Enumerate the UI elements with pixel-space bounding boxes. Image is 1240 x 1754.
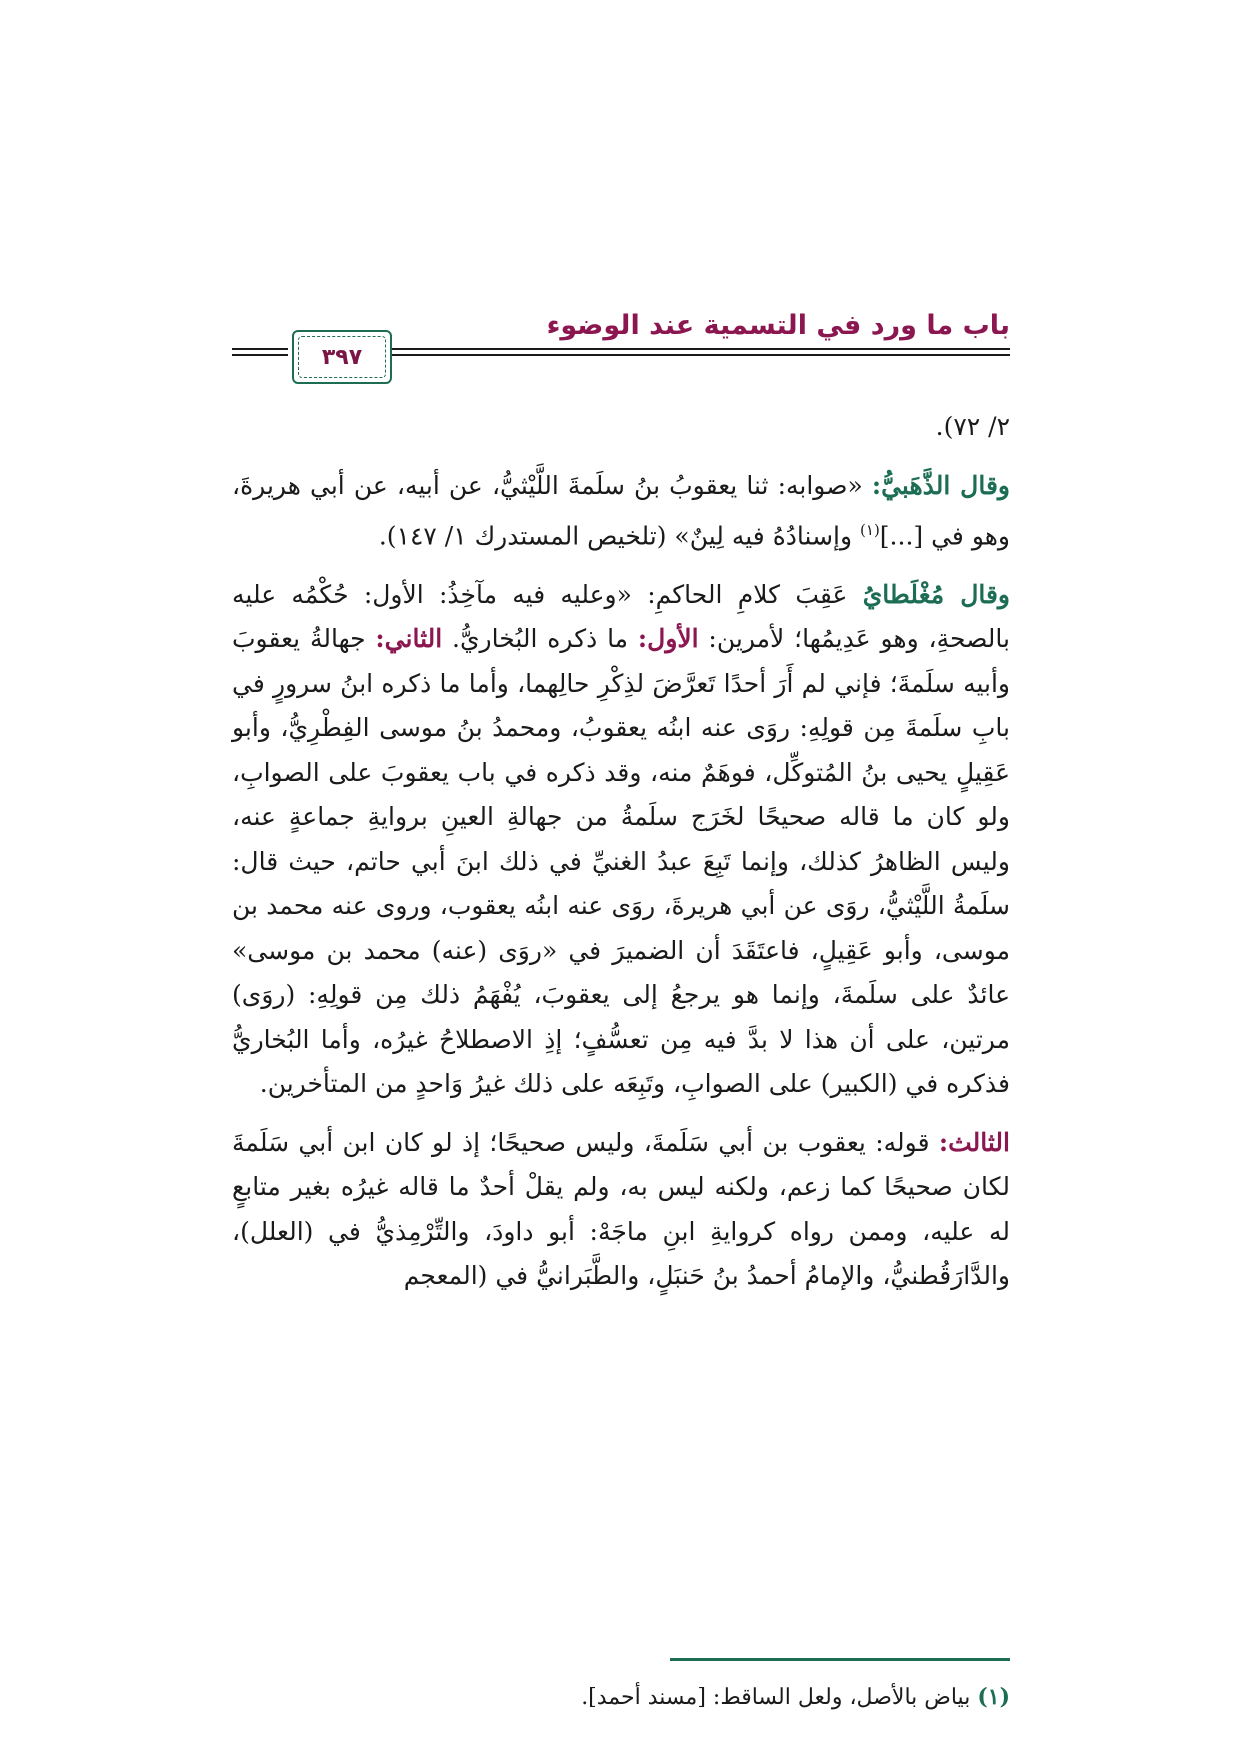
header-rule-right-bottom — [324, 354, 1010, 356]
mughaltay-text-b: ما ذكره البُخاريُّ. — [442, 624, 638, 654]
mughaltay-text-c: جهالةُ يعقوبَ وأبيه سلَمةَ؛ فإني لم أَرَ أحدًا تَعرَّضَ لذِكْرِ حالِهما، وأما ما ذكره ابنُ سرورٍ في بابِ سلَمةَ مِن قولِهِ: روَى عنه ابنُه يعقوبُ، ومحمدُ بنُ موسى الفِطْرِيُّ، وأبو عَقِيلٍ يحيى بنُ المُتوكِّل، فوهَمٌ منه، وقد ذكره في باب يعقوبَ على الصوابِ، ولو كان ما قاله صحيحًا لخَرَج سلَمةُ من جهالةِ العينِ بروايةِ جماعةٍ عنه، وليس الظاهرُ كذلك، وإنما تَبِعَ عبدُ الغنيِّ في ذلك ابنَ أبي حاتم، حيث قال: سلَمةُ اللَّيْثيُّ، روَى عن أبي هريرةَ، روَى عنه ابنُه يعقوب، وروى عنه محمد بن موسى، وأبو عَقِيلٍ، فاعتَقَدَ أن الضميرَ في «روَى (عنه) محمد بن موسى» عائدٌ على سلَمةَ، وإنما هو يرجعُ إلى يعقوبَ، يُفْهَمُ ذلك مِن قولِهِ: (روَى) مرتين، على أن هذا لا بدَّ فيه مِن تعسُّفٍ؛ إذِ الاصطلاحُ غيرُه، وأما البُخاريُّ فذكره في (الكبير) على الصوابِ، وتَبِعَه على ذلك غيرُ وَاحدٍ من المتأخرين. — [232, 624, 1011, 1099]
label-third: الثالث: — [938, 1127, 1010, 1157]
quote-text-a: «صوابه: ثنا يعقوبُ بنُ سلَمةَ اللَّيْثيُّ، عن أبيه، عن أبي هريرةَ، وهو في [...] — [232, 470, 1010, 551]
paragraph-mughaltay — [232, 573, 1010, 1107]
footnote-separator — [670, 1658, 1010, 1661]
chapter-title: باب ما ورد في التسمية عند الوضوء — [546, 310, 1010, 341]
main-text — [232, 405, 1010, 1313]
paragraph-third — [232, 1121, 1010, 1299]
label-first: الأول: — [637, 624, 699, 654]
speaker-dhahabi: وقال الذَّهَبيُّ: — [871, 470, 1010, 500]
page-header — [232, 300, 1010, 390]
footnote-text: بياض بالأصل، ولعل الساقط: [مسند أحمد]. — [581, 1685, 978, 1710]
paragraph-dhahabi — [232, 464, 1010, 559]
footnote-marker[interactable]: (١) — [860, 521, 880, 539]
footnote-number: (١) — [977, 1684, 1010, 1710]
speaker-mughaltay: وقال مُغْلَطايُ — [862, 579, 1010, 609]
quote-text-b: وإسنادُهُ فيه لِينٌ» (تلخيص المستدرك ١/ ١٤٧). — [378, 521, 861, 551]
third-text: قوله: يعقوب بن أبي سَلَمةَ، وليس صحيحًا؛ إذ لو كان ابن أبي سَلَمةَ لكان صحيحًا كما زعم، ولكنه ليس به، ولم يقلْ أحدٌ ما قاله غيرُه بغير متابعٍ له عليه، وممن رواه كروايةِ ابنِ ماجَهْ: أبو داودَ، والتِّرْمِذيُّ في (العلل)، والدَّارَقُطنيُّ، والإمامُ أحمدُ بنُ حَنبَلٍ، والطَّبَرانيُّ في (المعجم — [232, 1127, 1010, 1291]
label-second: الثاني: — [375, 624, 443, 654]
header-rule-left-top — [232, 348, 288, 350]
mughaltay-text-a: عَقِبَ كلامِ الحاكمِ: «وعليه فيه مآخِذُ: الأول: حُكْمُه عليه بالصحةِ، وهو عَدِيمُها؛ لأمرين: — [232, 579, 1011, 654]
header-rule-right-top — [324, 348, 1010, 350]
page-number-badge — [292, 330, 392, 384]
footnote — [232, 1680, 1010, 1715]
reference-text: ٢/ ٧٢). — [935, 412, 1010, 441]
header-rule-left-bottom — [232, 354, 288, 356]
reference-line — [232, 405, 1010, 450]
page-number: ٣٩٧ — [321, 344, 363, 370]
